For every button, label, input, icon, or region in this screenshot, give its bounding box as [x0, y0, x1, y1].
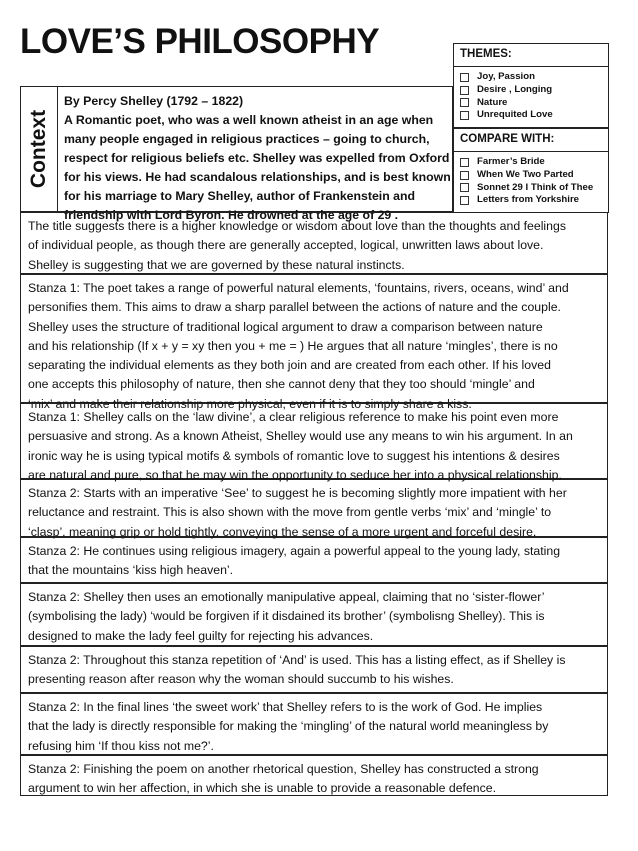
stanza-analysis: [20, 479, 608, 537]
theme-item: Desire , Longing: [460, 84, 608, 97]
analysis-line: and his relationship (If x + y = xy then you + me = ) He argues that all nature ‘mingles’, there is no: [28, 338, 558, 353]
analysis-line: reluctance and restraint. This is also shown with the move from gentle verbs ‘mix’ and ‘mingle’ to: [28, 505, 552, 520]
checkbox-icon: [460, 183, 469, 192]
analysis-line: Stanza 2: Shelley then uses an emotionally manipulative appeal, claiming that no ‘sister-flower’: [28, 590, 545, 604]
analysis-line: presenting reason after reason why the woman should succumb to his wishes.: [28, 672, 454, 687]
analysis-line: of individual people, as though there are generally accepted, logical, unwritten laws about love.: [28, 238, 544, 253]
themes-list-box: [453, 66, 609, 128]
context-label: Context: [27, 109, 50, 189]
analysis-line: Shelley uses the structure of traditional logical argument to draw a comparison between nature: [28, 319, 543, 334]
analysis-line: refusing him ‘If thou kiss not me?’.: [28, 738, 214, 753]
context-line: for his marriage to Mary Shelley, author of Frankenstein and: [64, 189, 415, 203]
stanza-analysis: [20, 274, 608, 411]
compare-list-box: [453, 151, 609, 213]
compare-item: Letters from Yorkshire: [460, 194, 608, 207]
analysis-line: argument to win her affection, in which she is unable to provide a reasonable defence.: [28, 781, 497, 796]
compare-item: Sonnet 29 I Think of Thee: [460, 182, 608, 195]
analysis-line: that the lady is directly responsible for making the ‘mingling’ of the natural world meaningless by: [28, 719, 549, 734]
context-tab: [21, 87, 58, 211]
context-box: [20, 86, 453, 222]
compare-item: When We Two Parted: [460, 169, 608, 182]
themes-heading-box: [453, 43, 609, 67]
checkbox-icon: [460, 171, 469, 180]
compare-heading: COMPARE WITH:: [460, 133, 555, 145]
analysis-line: designed to make the lady feel guilty for rejecting his advances.: [28, 628, 374, 643]
theme-item: Joy, Passion: [460, 71, 608, 84]
context-line: for his views. He had scandalous relationships, and is best known: [64, 170, 451, 184]
stanza-analysis: [20, 583, 608, 646]
page-title: LOVE’S PHILOSOPHY: [20, 22, 380, 61]
analysis-line: (symbolising the lady) ‘would be forgiven if it disdained its brother’ (symbolisng Shelley). This is: [28, 609, 545, 624]
checkbox-icon: [460, 86, 469, 95]
context-line: By Percy Shelley (1792 – 1822): [64, 94, 244, 108]
context-line: A Romantic poet, who was a well known atheist in an age when: [64, 113, 434, 127]
analysis-line: ironic way he is using typical motifs & symbols of romantic love to suggest his intentions & desires: [28, 448, 560, 463]
analysis-line: Stanza 2: Finishing the poem on another rhetorical question, Shelley has constructed a strong: [28, 762, 539, 776]
analysis-line: Stanza 1: The poet takes a range of powerful natural elements, ‘fountains, rivers, oceans, wind’ and: [28, 281, 569, 295]
compare-item: Farmer’s Bride: [460, 156, 608, 169]
analysis-line: The title suggests there is a higher knowledge or wisdom about love than the thoughts and feelings: [28, 219, 566, 233]
compare-list: [454, 156, 608, 207]
checkbox-icon: [460, 98, 469, 107]
checkbox-icon: [460, 196, 469, 205]
title-analysis: [20, 212, 608, 274]
analysis-line: personifies them. This aims to draw a sharp parallel between the actions of nature and the couple.: [28, 300, 561, 315]
stanza-analysis: [20, 646, 608, 693]
context-body: [64, 92, 450, 225]
analysis-line: persuasive and strong. As a known Atheist, Shelley would use any means to win his argument. In an: [28, 429, 573, 444]
themes-list: [454, 71, 608, 122]
stanza-analysis: [20, 693, 608, 755]
analysis-line: ‘mix’ and make their relationship more physical, even if it is to simply share a kiss.: [28, 396, 472, 411]
analysis-line: Stanza 2: He continues using religious imagery, again a powerful appeal to the young lady, stating: [28, 544, 561, 558]
analysis-line: separating the individual elements as they both join and are created from each other. If his loved: [28, 358, 551, 373]
analysis-line: ‘clasp’, meaning grip or hold tightly, conveying the sense of a more urgent and forceful desire.: [28, 524, 537, 539]
analysis-line: are natural and pure, so that he may win the opportunity to seduce her into a physical relationship.: [28, 467, 562, 482]
theme-item: Unrequited Love: [460, 109, 608, 122]
analysis-line: one accepts this philosophy of nature, then she cannot deny that they too should ‘mingle’ and: [28, 377, 535, 392]
checkbox-icon: [460, 73, 469, 82]
checkbox-icon: [460, 111, 469, 120]
stanza-analysis: [20, 755, 608, 796]
stanza-analysis: [20, 403, 608, 482]
analysis-line: Stanza 2: Starts with an imperative ‘See’ to suggest he is becoming slightly more impatient with her: [28, 486, 567, 500]
analysis-line: Stanza 1: Shelley calls on the ‘law divine’, a clear religious reference to make his point even more: [28, 410, 559, 424]
analysis-line: Stanza 2: Throughout this stanza repetition of ‘And’ is used. This has a listing effect, as if Shelley is: [28, 653, 566, 667]
themes-heading: THEMES:: [460, 48, 512, 60]
compare-heading-box: [453, 128, 609, 152]
context-line: friendship with Lord Byron. He drowned at the age of 29 .: [64, 208, 399, 222]
theme-item: Nature: [460, 97, 608, 110]
analysis-line: Stanza 2: In the final lines ‘the sweet work’ that Shelley refers to is the work of God. He implies: [28, 700, 543, 714]
analysis-line: Shelley is suggesting that we are governed by these natural instincts.: [28, 257, 405, 272]
analysis-line: that the mountains ‘kiss high heaven’.: [28, 563, 234, 578]
checkbox-icon: [460, 158, 469, 167]
context-line: many people engaged in religious practices – going to church,: [64, 132, 430, 146]
context-line: respect for religious beliefs etc. Shelley was expelled from Oxford: [64, 151, 450, 165]
stanza-analysis: [20, 537, 608, 583]
